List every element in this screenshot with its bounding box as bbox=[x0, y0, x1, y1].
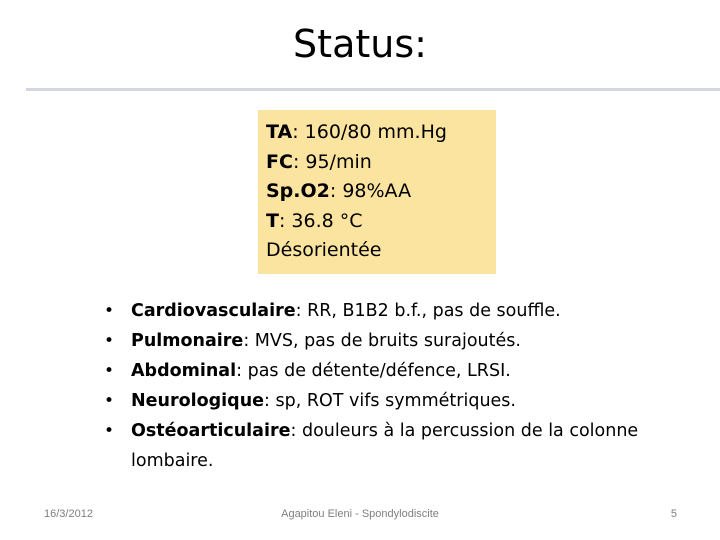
exam-item-abdominal bbox=[100, 356, 700, 386]
exam-text: : pas de détente/défence, LRSI. bbox=[236, 361, 511, 381]
slide-title: Status: bbox=[293, 22, 427, 66]
exam-item-pulmonary bbox=[100, 326, 700, 356]
vital-label: T bbox=[266, 209, 279, 232]
vital-value: : 95/min bbox=[292, 150, 372, 173]
exam-term: Neurologique bbox=[131, 391, 265, 411]
exam-text: : douleurs à la percussion de la colonne lombaire. bbox=[131, 421, 639, 471]
vital-value: : 98%AA bbox=[329, 180, 412, 202]
vital-label: FC bbox=[266, 150, 293, 173]
exam-item-cardiovascular bbox=[100, 296, 700, 326]
vital-ta bbox=[266, 118, 496, 148]
vital-fc bbox=[266, 148, 496, 178]
bullet-icon: • bbox=[104, 421, 115, 441]
footer-author: Agapitou Eleni - Spondylodiscite bbox=[281, 508, 439, 520]
exam-text: : RR, B1B2 b.f., pas de souffle. bbox=[295, 301, 561, 321]
bullet-icon: • bbox=[104, 361, 115, 381]
vital-spo2 bbox=[266, 177, 496, 207]
exam-findings-list bbox=[100, 296, 700, 476]
exam-term: Ostéoarticulaire bbox=[131, 421, 291, 441]
page-number: 5 bbox=[670, 508, 677, 520]
exam-term: Cardiovasculaire bbox=[131, 301, 296, 321]
exam-term: Pulmonaire bbox=[131, 331, 244, 351]
exam-term: Abdominal bbox=[131, 361, 237, 381]
vital-orientation bbox=[266, 236, 496, 266]
vital-label: Sp.O2 bbox=[266, 180, 330, 202]
exam-text: : sp, ROT vifs symmétriques. bbox=[264, 391, 516, 411]
vitals-box bbox=[258, 110, 496, 274]
title-divider bbox=[26, 88, 720, 91]
exam-text: : MVS, pas de bruits surajoutés. bbox=[243, 331, 521, 351]
exam-item-osteoarticular bbox=[100, 416, 700, 476]
bullet-icon: • bbox=[104, 301, 115, 321]
exam-item-neurological bbox=[100, 386, 700, 416]
vital-value: : 160/80 mm.Hg bbox=[292, 121, 447, 143]
vital-value: Désorientée bbox=[266, 239, 382, 261]
vital-label: TA bbox=[266, 121, 293, 143]
vital-temperature bbox=[266, 207, 496, 237]
bullet-icon: • bbox=[104, 391, 115, 411]
bullet-icon: • bbox=[104, 331, 115, 351]
vital-value: : 36.8 °C bbox=[278, 209, 363, 232]
footer-date: 16/3/2012 bbox=[44, 508, 93, 520]
